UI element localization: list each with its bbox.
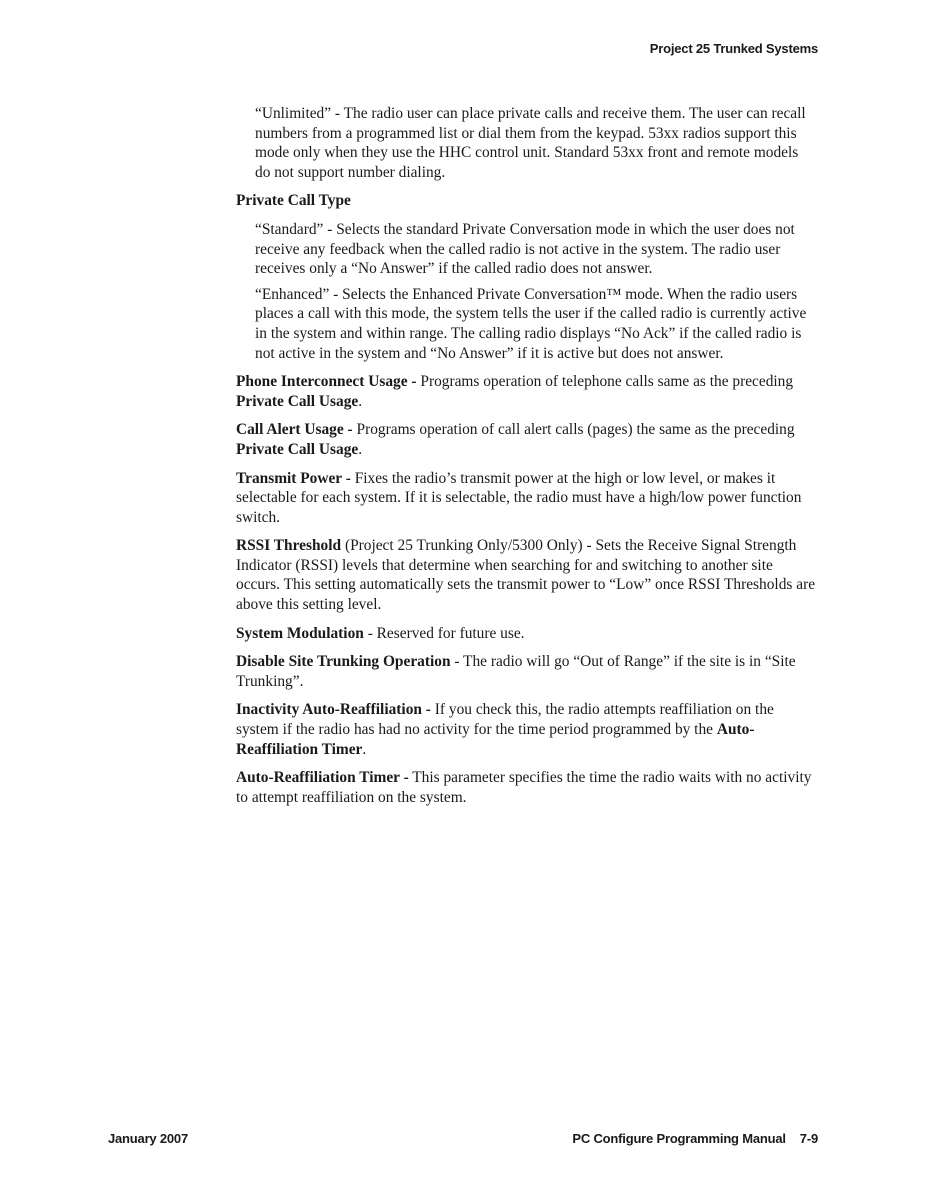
cross-reference: Auto-Reaffiliation Timer <box>236 721 755 758</box>
cross-reference: Private Call Usage <box>236 392 359 410</box>
sentence-end: . <box>358 440 363 458</box>
definition-text: If you check this, the radio attempts reaffiliation on the system if the radio has had no activity for the time period programmed by the <box>236 701 774 739</box>
definition-term: Phone Interconnect Usage - <box>236 373 417 391</box>
disable-site-trunking-paragraph <box>236 652 816 691</box>
sentence-end: . <box>358 392 363 410</box>
call-alert-usage-paragraph <box>236 420 816 459</box>
footer-date: January 2007 <box>108 1131 188 1146</box>
footer-manual-info <box>572 1131 818 1146</box>
definition-text: (Project 25 Trunking Only/5300 Only) - Sets the Receive Signal Strength Indicator (RSSI) levels that determine when searching for and switching to another site occurs. This setting automatically sets the transmit power to “Low” once RSSI Thresholds are above this setting level. <box>236 537 816 614</box>
cross-reference: Private Call Usage <box>236 440 359 458</box>
transmit-power-paragraph <box>236 469 816 528</box>
definition-text: - Reserved for future use. <box>363 624 525 642</box>
definition-term: System Modulation <box>236 624 364 642</box>
phone-interconnect-usage-paragraph <box>236 372 816 411</box>
definition-term: Inactivity Auto-Reaffiliation - <box>236 701 431 719</box>
running-header: Project 25 Trunked Systems <box>649 41 818 56</box>
definition-text: Programs operation of telephone calls same as the preceding <box>416 373 794 391</box>
rssi-threshold-paragraph <box>236 536 816 614</box>
sentence-end: . <box>362 740 367 758</box>
unlimited-paragraph: “Unlimited” - The radio user can place private calls and receive them. The user can recall numbers from a programmed list or dial them from the keypad. 53xx radios support this mode only when they use the HHC control unit. Standard 53xx front and remote models do not support number dialing. <box>255 105 806 181</box>
system-modulation-paragraph <box>236 624 816 644</box>
definition-term: RSSI Threshold <box>236 537 342 555</box>
standard-paragraph: “Standard” - Selects the standard Private Conversation mode in which the user does not receive any feedback when the called radio is not active in the system. The radio user receives only a “No Answer” if the called radio does not answer. <box>255 220 795 278</box>
definition-text: Programs operation of call alert calls (pages) the same as the preceding <box>352 421 795 439</box>
definition-text: - The radio will go “Out of Range” if the site is in “Site Trunking”. <box>236 653 796 690</box>
page-number: 7-9 <box>799 1131 818 1146</box>
definition-term: Auto-Reaffiliation Timer - <box>236 769 409 787</box>
definition-text: Fixes the radio’s transmit power at the high or low level, or makes it selectable for each system. If it is selectable, the radio must have a high/low power function switch. <box>236 469 802 526</box>
definition-term: Transmit Power - <box>236 469 351 487</box>
private-call-type-heading: Private Call Type <box>236 192 351 210</box>
inactivity-auto-reaffiliation-paragraph <box>236 700 816 759</box>
auto-reaffiliation-timer-paragraph <box>236 768 816 807</box>
definition-text: This parameter specifies the time the radio waits with no activity to attempt reaffiliation on the system. <box>236 769 812 806</box>
enhanced-paragraph: “Enhanced” - Selects the Enhanced Private Conversation™ mode. When the radio users places a call with this mode, the system tells the user if the called radio is currently active in the system and within range. The calling radio displays “No Ack” if the called radio is not active in the system and “No Answer” if it is active but does not answer. <box>255 285 807 362</box>
page-body <box>236 104 816 807</box>
footer-manual-title: PC Configure Programming Manual <box>572 1131 786 1146</box>
definition-term: Disable Site Trunking Operation <box>236 653 451 671</box>
definition-term: Call Alert Usage - <box>236 421 353 439</box>
